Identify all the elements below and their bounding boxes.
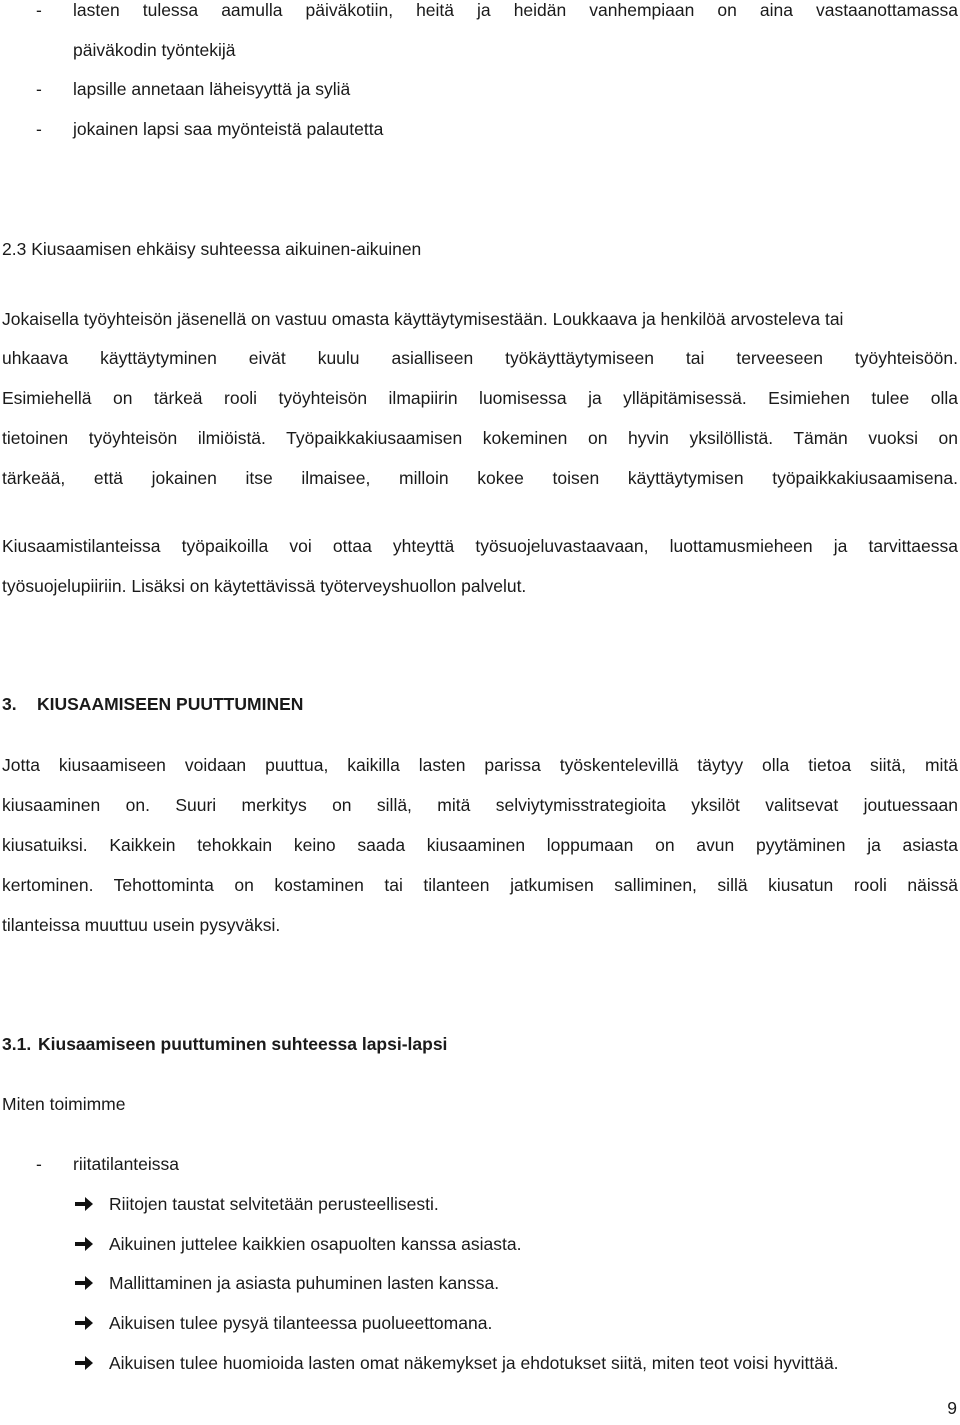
- page-number: 9: [947, 1398, 957, 1418]
- list-dash: -: [36, 79, 42, 99]
- paragraph-line: kiusaaminen on. Suuri merkitys on sillä, mitä selviytymisstrategioita yksilöt valitsevat joutuessaan: [2, 795, 958, 815]
- section-heading-3: [2, 692, 304, 716]
- paragraph-line: Jotta kiusaamiseen voidaan puuttua, kaikilla lasten parissa työskentelevillä täytyy olla tietoa siitä, mitä: [2, 755, 958, 775]
- paragraph-line: kiusatuiksi. Kaikkein tehokkain keino saada kiusaaminen loppumaan on avun pyytäminen ja asiasta: [2, 835, 958, 855]
- paragraph-line: työsuojelupiiriin. Lisäksi on käytettävissä työterveyshuollon palvelut.: [2, 576, 527, 596]
- arrow-list-text: Aikuisen tulee pysyä tilanteessa puolueettomana.: [109, 1313, 493, 1333]
- arrow-right-icon: [74, 1311, 94, 1335]
- list-item-text: riitatilanteissa: [73, 1154, 180, 1174]
- paragraph-line: kertominen. Tehottominta on kostaminen tai tilanteen jatkumisen salliminen, sillä kiusatun rooli näissä: [2, 875, 958, 895]
- paragraph-line: tietoinen työyhteisön ilmiöistä. Työpaikkakiusaamisen kokeminen on hyvin yksilöllistä. Tämän vuoksi on: [2, 428, 958, 448]
- list-dash: -: [36, 119, 42, 139]
- section-number: 3.: [2, 694, 17, 714]
- paragraph-line: uhkaava käyttäytyminen eivät kuulu asialliseen työkäyttäytymiseen tai terveeseen työyhteisöön.: [2, 348, 958, 368]
- list-dash: -: [36, 0, 42, 20]
- list-item-text: lapsille annetaan läheisyyttä ja syliä: [73, 79, 351, 99]
- list-item-text: päiväkodin työntekijä: [73, 40, 236, 60]
- paragraph-line: tilanteissa muuttuu usein pysyväksi.: [2, 915, 281, 935]
- list-dash: -: [36, 1154, 42, 1174]
- section-heading-3-1: [2, 1032, 448, 1056]
- arrow-right-icon: [74, 1271, 94, 1295]
- paragraph-line: tärkeää, että jokainen itse ilmaisee, milloin kokee toisen käyttäytymisen työpaikkakiusaamisena.: [2, 468, 958, 488]
- arrow-list-text: Riitojen taustat selvitetään perusteellisesti.: [109, 1194, 439, 1214]
- section-title: Kiusaamiseen puuttuminen suhteessa lapsi-lapsi: [38, 1034, 448, 1054]
- paragraph-line: Jokaisella työyhteisön jäsenellä on vastuu omasta käyttäytymisestään. Loukkaava ja henkilöä arvosteleva tai: [2, 309, 844, 329]
- arrow-list-text: Mallittaminen ja asiasta puhuminen lasten kanssa.: [109, 1273, 500, 1293]
- arrow-right-icon: [74, 1351, 94, 1375]
- section-number: 3.1.: [2, 1034, 32, 1054]
- paragraph-line: Esimiehellä on tärkeä rooli työyhteisön ilmapiirin luomisessa ja ylläpitämisessä. Esimiehen tulee olla: [2, 388, 958, 408]
- list-item-text: lasten tulessa aamulla päiväkotiin, heitä ja heidän vanhempiaan on aina vastaanottamassa: [73, 0, 958, 20]
- paragraph-line: Kiusaamistilanteissa työpaikoilla voi ottaa yhteyttä työsuojeluvastaavaan, luottamusmieheen ja tarvittaessa: [2, 536, 958, 556]
- arrow-list-text: Aikuinen juttelee kaikkien osapuolten kanssa asiasta.: [109, 1234, 522, 1254]
- list-item-text: jokainen lapsi saa myönteistä palautetta: [73, 119, 384, 139]
- arrow-right-icon: [74, 1192, 94, 1216]
- arrow-list-text: Aikuisen tulee huomioida lasten omat näkemykset ja ehdotukset siitä, miten teot voisi hyvittää.: [109, 1353, 839, 1373]
- section-title: KIUSAAMISEEN PUUTTUMINEN: [37, 694, 304, 714]
- arrow-right-icon: [74, 1232, 94, 1256]
- subheading: Miten toimimme: [2, 1094, 126, 1114]
- section-heading-2-3: 2.3 Kiusaamisen ehkäisy suhteessa aikuinen-aikuinen: [2, 239, 422, 259]
